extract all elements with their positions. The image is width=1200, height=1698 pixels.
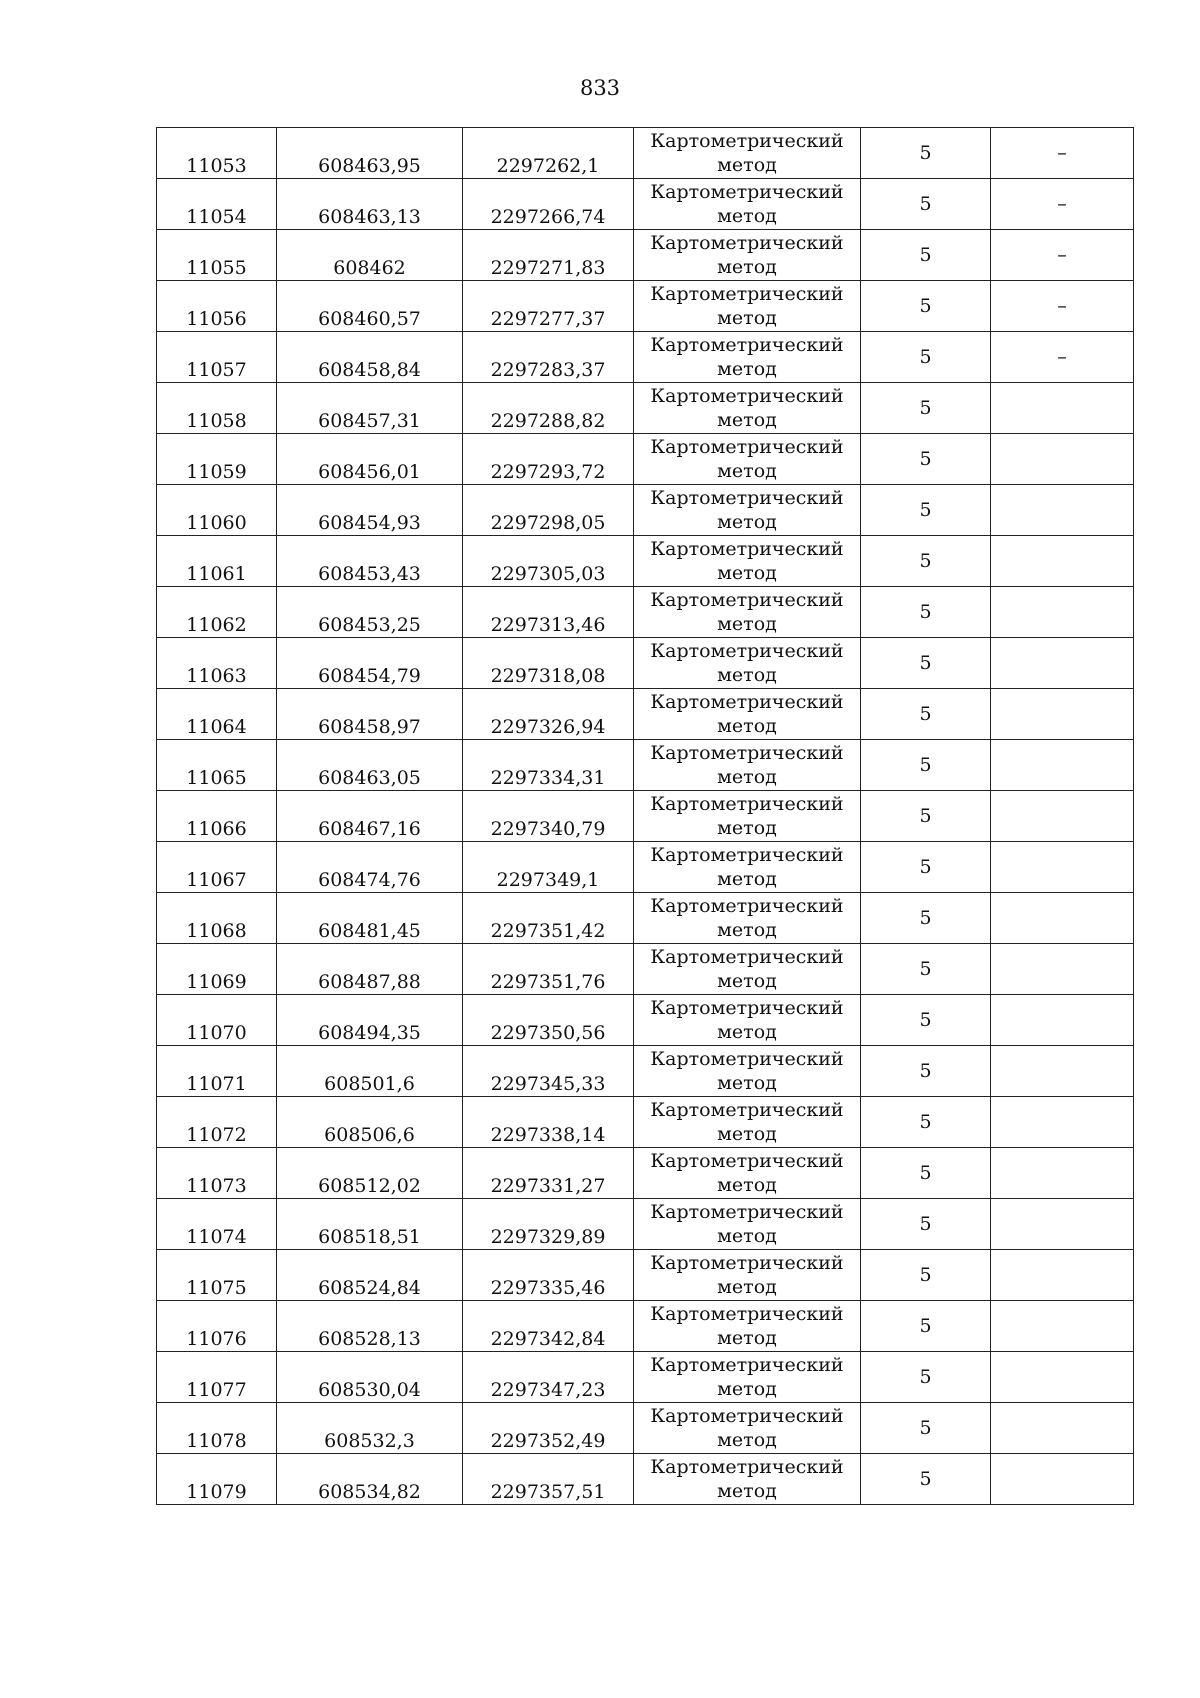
note-cell [991,842,1134,893]
method-cell [634,1097,861,1148]
method-line2: метод [717,868,777,890]
y-coordinate-cell: 2297318,08 [463,638,634,689]
method-line2: метод [717,1072,777,1094]
page-number: 833 [579,76,621,100]
method-cell [634,842,861,893]
note-cell [991,944,1134,995]
method-line1: Картометрический [650,1456,844,1478]
table-row [157,842,1134,893]
note-cell [991,587,1134,638]
x-coordinate-cell: 608524,84 [277,1250,463,1301]
accuracy-cell: 5 [861,1403,991,1454]
coordinates-table [156,127,1134,1505]
y-coordinate-cell: 2297298,05 [463,485,634,536]
method-line2: метод [717,1225,777,1247]
table-row [157,281,1134,332]
method-line1: Картометрический [650,1303,844,1325]
table-row [157,179,1134,230]
accuracy-cell: 5 [861,1097,991,1148]
x-coordinate-cell: 608453,43 [277,536,463,587]
x-coordinate-cell: 608460,57 [277,281,463,332]
method-line1: Картометрический [650,1354,844,1376]
note-cell [991,1199,1134,1250]
y-coordinate-cell: 2297335,46 [463,1250,634,1301]
method-line2: метод [717,1429,777,1451]
note-cell: – [991,230,1134,281]
note-cell [991,434,1134,485]
method-line1: Картометрический [650,181,844,203]
method-cell [634,128,861,179]
method-line1: Картометрический [650,487,844,509]
y-coordinate-cell: 2297340,79 [463,791,634,842]
method-cell [634,536,861,587]
y-coordinate-cell: 2297334,31 [463,740,634,791]
x-coordinate-cell: 608530,04 [277,1352,463,1403]
y-coordinate-cell: 2297342,84 [463,1301,634,1352]
method-line1: Картометрический [650,1048,844,1070]
method-line1: Картометрический [650,691,844,713]
table-row [157,791,1134,842]
point-number-cell: 11074 [157,1199,277,1250]
method-line2: метод [717,154,777,176]
method-line2: метод [717,1480,777,1502]
accuracy-cell: 5 [861,1454,991,1505]
point-number-cell: 11077 [157,1352,277,1403]
accuracy-cell: 5 [861,1148,991,1199]
method-line2: метод [717,460,777,482]
note-cell: – [991,281,1134,332]
coordinates-table-body [157,128,1134,1505]
method-line2: метод [717,1327,777,1349]
note-cell [991,1403,1134,1454]
accuracy-cell: 5 [861,740,991,791]
method-line2: метод [717,562,777,584]
method-line2: метод [717,970,777,992]
accuracy-cell: 5 [861,434,991,485]
point-number-cell: 11057 [157,332,277,383]
method-cell [634,791,861,842]
point-number-cell: 11067 [157,842,277,893]
note-cell [991,1148,1134,1199]
y-coordinate-cell: 2297350,56 [463,995,634,1046]
accuracy-cell: 5 [861,995,991,1046]
method-line1: Картометрический [650,130,844,152]
table-row [157,1046,1134,1097]
table-row [157,230,1134,281]
method-cell [634,281,861,332]
point-number-cell: 11058 [157,383,277,434]
point-number-cell: 11079 [157,1454,277,1505]
x-coordinate-cell: 608467,16 [277,791,463,842]
accuracy-cell: 5 [861,383,991,434]
x-coordinate-cell: 608528,13 [277,1301,463,1352]
accuracy-cell: 5 [861,179,991,230]
point-number-cell: 11060 [157,485,277,536]
point-number-cell: 11071 [157,1046,277,1097]
point-number-cell: 11055 [157,230,277,281]
note-cell [991,1301,1134,1352]
method-line1: Картометрический [650,232,844,254]
method-line1: Картометрический [650,1252,844,1274]
accuracy-cell: 5 [861,587,991,638]
note-cell: – [991,179,1134,230]
y-coordinate-cell: 2297338,14 [463,1097,634,1148]
point-number-cell: 11053 [157,128,277,179]
method-line1: Картометрический [650,1099,844,1121]
table-row [157,434,1134,485]
accuracy-cell: 5 [861,944,991,995]
method-cell [634,1352,861,1403]
method-line1: Картометрический [650,997,844,1019]
x-coordinate-cell: 608463,13 [277,179,463,230]
method-line2: метод [717,358,777,380]
x-coordinate-cell: 608494,35 [277,995,463,1046]
x-coordinate-cell: 608534,82 [277,1454,463,1505]
accuracy-cell: 5 [861,689,991,740]
y-coordinate-cell: 2297277,37 [463,281,634,332]
y-coordinate-cell: 2297351,76 [463,944,634,995]
table-row [157,332,1134,383]
method-line1: Картометрический [650,385,844,407]
y-coordinate-cell: 2297271,83 [463,230,634,281]
method-line2: метод [717,1123,777,1145]
accuracy-cell: 5 [861,1301,991,1352]
table-row [157,740,1134,791]
method-line1: Картометрический [650,283,844,305]
x-coordinate-cell: 608512,02 [277,1148,463,1199]
method-line2: метод [717,1021,777,1043]
note-cell: – [991,332,1134,383]
note-cell [991,1046,1134,1097]
method-line1: Картометрический [650,640,844,662]
method-cell [634,587,861,638]
method-cell [634,689,861,740]
method-cell [634,893,861,944]
method-cell [634,485,861,536]
method-line1: Картометрический [650,742,844,764]
method-line2: метод [717,817,777,839]
table-row [157,485,1134,536]
accuracy-cell: 5 [861,1046,991,1097]
point-number-cell: 11066 [157,791,277,842]
method-line2: метод [717,256,777,278]
y-coordinate-cell: 2297288,82 [463,383,634,434]
method-line2: метод [717,307,777,329]
method-line1: Картометрический [650,1405,844,1427]
x-coordinate-cell: 608456,01 [277,434,463,485]
y-coordinate-cell: 2297329,89 [463,1199,634,1250]
y-coordinate-cell: 2297349,1 [463,842,634,893]
method-cell [634,1403,861,1454]
accuracy-cell: 5 [861,536,991,587]
table-row [157,1148,1134,1199]
method-cell [634,944,861,995]
x-coordinate-cell: 608463,05 [277,740,463,791]
method-line2: метод [717,919,777,941]
note-cell [991,893,1134,944]
x-coordinate-cell: 608454,79 [277,638,463,689]
method-cell [634,638,861,689]
x-coordinate-cell: 608457,31 [277,383,463,434]
note-cell [991,536,1134,587]
method-line2: метод [717,1174,777,1196]
method-line2: метод [717,664,777,686]
point-number-cell: 11069 [157,944,277,995]
accuracy-cell: 5 [861,1352,991,1403]
y-coordinate-cell: 2297283,37 [463,332,634,383]
method-line2: метод [717,1378,777,1400]
accuracy-cell: 5 [861,791,991,842]
point-number-cell: 11078 [157,1403,277,1454]
method-cell [634,434,861,485]
point-number-cell: 11075 [157,1250,277,1301]
method-line1: Картометрический [650,436,844,458]
y-coordinate-cell: 2297313,46 [463,587,634,638]
x-coordinate-cell: 608506,6 [277,1097,463,1148]
method-cell [634,1250,861,1301]
table-row [157,587,1134,638]
note-cell [991,485,1134,536]
point-number-cell: 11070 [157,995,277,1046]
method-line2: метод [717,511,777,533]
x-coordinate-cell: 608481,45 [277,893,463,944]
note-cell [991,689,1134,740]
table-row [157,1403,1134,1454]
y-coordinate-cell: 2297351,42 [463,893,634,944]
y-coordinate-cell: 2297293,72 [463,434,634,485]
point-number-cell: 11065 [157,740,277,791]
accuracy-cell: 5 [861,893,991,944]
method-cell [634,1301,861,1352]
x-coordinate-cell: 608474,76 [277,842,463,893]
y-coordinate-cell: 2297326,94 [463,689,634,740]
table-row [157,1199,1134,1250]
method-line1: Картометрический [650,1150,844,1172]
table-row [157,638,1134,689]
point-number-cell: 11062 [157,587,277,638]
note-cell [991,740,1134,791]
x-coordinate-cell: 608462 [277,230,463,281]
y-coordinate-cell: 2297331,27 [463,1148,634,1199]
x-coordinate-cell: 608487,88 [277,944,463,995]
point-number-cell: 11054 [157,179,277,230]
note-cell [991,638,1134,689]
table-row [157,1250,1134,1301]
x-coordinate-cell: 608463,95 [277,128,463,179]
method-line2: метод [717,715,777,737]
method-line1: Картометрический [650,946,844,968]
method-cell [634,383,861,434]
point-number-cell: 11076 [157,1301,277,1352]
method-cell [634,1046,861,1097]
point-number-cell: 11061 [157,536,277,587]
point-number-cell: 11073 [157,1148,277,1199]
method-cell [634,332,861,383]
table-row [157,383,1134,434]
accuracy-cell: 5 [861,1250,991,1301]
method-cell [634,230,861,281]
method-line1: Картометрический [650,334,844,356]
method-line1: Картометрический [650,793,844,815]
point-number-cell: 11059 [157,434,277,485]
x-coordinate-cell: 608518,51 [277,1199,463,1250]
note-cell [991,995,1134,1046]
table-row [157,1301,1134,1352]
note-cell [991,1097,1134,1148]
point-number-cell: 11063 [157,638,277,689]
point-number-cell: 11064 [157,689,277,740]
method-cell [634,740,861,791]
table-row [157,1352,1134,1403]
table-row [157,1454,1134,1505]
note-cell [991,1352,1134,1403]
method-cell [634,995,861,1046]
point-number-cell: 11072 [157,1097,277,1148]
method-cell [634,179,861,230]
method-cell [634,1148,861,1199]
accuracy-cell: 5 [861,230,991,281]
accuracy-cell: 5 [861,281,991,332]
accuracy-cell: 5 [861,332,991,383]
y-coordinate-cell: 2297345,33 [463,1046,634,1097]
x-coordinate-cell: 608454,93 [277,485,463,536]
note-cell: – [991,128,1134,179]
note-cell [991,1250,1134,1301]
method-line2: метод [717,613,777,635]
point-number-cell: 11068 [157,893,277,944]
x-coordinate-cell: 608458,97 [277,689,463,740]
method-line2: метод [717,205,777,227]
y-coordinate-cell: 2297347,23 [463,1352,634,1403]
accuracy-cell: 5 [861,638,991,689]
y-coordinate-cell: 2297357,51 [463,1454,634,1505]
x-coordinate-cell: 608501,6 [277,1046,463,1097]
method-line1: Картометрический [650,589,844,611]
table-row [157,689,1134,740]
point-number-cell: 11056 [157,281,277,332]
x-coordinate-cell: 608453,25 [277,587,463,638]
table-row [157,893,1134,944]
method-line1: Картометрический [650,844,844,866]
accuracy-cell: 5 [861,128,991,179]
note-cell [991,1454,1134,1505]
note-cell [991,791,1134,842]
table-row [157,944,1134,995]
method-cell [634,1454,861,1505]
method-line2: метод [717,766,777,788]
table-row [157,995,1134,1046]
accuracy-cell: 5 [861,485,991,536]
x-coordinate-cell: 608458,84 [277,332,463,383]
method-line1: Картометрический [650,1201,844,1223]
method-cell [634,1199,861,1250]
x-coordinate-cell: 608532,3 [277,1403,463,1454]
method-line1: Картометрический [650,895,844,917]
table-row [157,536,1134,587]
y-coordinate-cell: 2297266,74 [463,179,634,230]
method-line2: метод [717,409,777,431]
accuracy-cell: 5 [861,842,991,893]
method-line1: Картометрический [650,538,844,560]
table-row [157,128,1134,179]
y-coordinate-cell: 2297262,1 [463,128,634,179]
table-row [157,1097,1134,1148]
accuracy-cell: 5 [861,1199,991,1250]
note-cell [991,383,1134,434]
y-coordinate-cell: 2297305,03 [463,536,634,587]
method-line2: метод [717,1276,777,1298]
y-coordinate-cell: 2297352,49 [463,1403,634,1454]
